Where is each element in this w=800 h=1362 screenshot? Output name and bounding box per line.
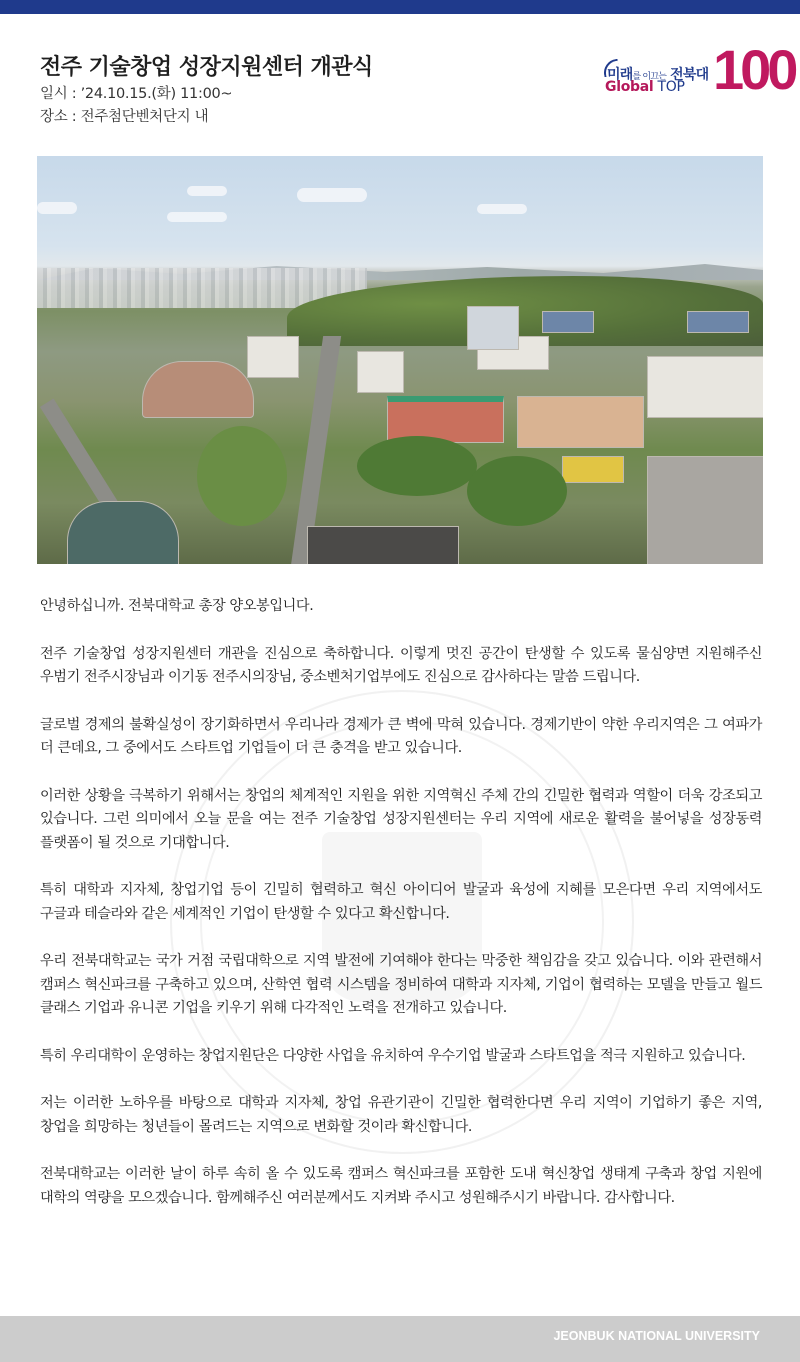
paragraph: 전주 기술창업 성장지원센터 개관을 진심으로 축하합니다. 이렇게 멋진 공간이 탄생할 수 있도록 물심양면 지원해주신 우범기 전주시장님과 이기동 전주시의장님, 중소벤처기업부에도 진심으로 감사하다는 말씀 드립니다. [40, 645, 762, 685]
building [247, 336, 299, 378]
residential-buildings [647, 456, 763, 564]
round-building [142, 361, 254, 418]
paragraph: 우리 전북대학교는 국가 거점 국립대학으로 지역 발전에 기여해야 한다는 막중한 책임감을 갖고 있습니다. 이와 관련해서 캠퍼스 혁신파크를 구축하고 있으며, 산학연 협력 시스템을 정비하여 대학과 지자체, 기업이 협력하는 모델을 만들고 월드 클래스 기업과 유니콘 기업을 키우기 위해 다각적인 노력을 전개하고 있습니다. [40, 953, 762, 1016]
event-place: 장소 : 전주첨단벤처단지 내 [40, 109, 209, 125]
cloud [167, 212, 227, 222]
logo-slogan-main: 미래 [607, 67, 633, 83]
page-title: 전주 기술창업 성장지원센터 개관식 [40, 55, 373, 80]
top-accent-bar [0, 0, 800, 14]
page-header [40, 38, 795, 128]
paragraph: 특히 대학과 지자체, 창업기업 등이 긴밀히 협력하고 혁신 아이디어 발굴과 육성에 지혜를 모은다면 우리 지역에서도 구글과 테슬라와 같은 세계적인 기업이 탄생할 수 있다고 확신합니다. [40, 882, 762, 922]
glass-building [467, 306, 519, 350]
blue-building [542, 311, 594, 333]
logo-global: Global [605, 79, 654, 95]
tree-cluster [467, 456, 567, 526]
logo-slogan-school: 전북대 [670, 67, 709, 83]
paragraph: 안녕하십니까. 전북대학교 총장 양오봉입니다. [40, 598, 314, 614]
campus-aerial-photo [37, 156, 763, 564]
paragraph: 이러한 상황을 극복하기 위해서는 창업의 체계적인 지원을 위한 지역혁신 주체 간의 긴밀한 협력과 역할이 더욱 강조되고 있습니다. 그런 의미에서 오늘 문을 여는 전주 기술창업 성장지원센터는 우리 지역에 새로운 활력을 불어넣을 성장동력 플랫폼이 될 것으로 기대합니다. [40, 787, 763, 851]
tree-cluster [197, 426, 287, 526]
brick-building [517, 396, 644, 448]
yellow-building [562, 456, 624, 483]
logo-slogan-small: 를 이끄는 [632, 72, 667, 82]
event-date: 일시 : ’24.10.15.(화) 11:00~ [40, 86, 233, 102]
hanok-roof [307, 526, 459, 564]
large-building [647, 356, 763, 418]
cloud [477, 204, 527, 214]
tree-cluster [357, 436, 477, 496]
cylindrical-building [67, 501, 179, 564]
cloud [187, 186, 227, 196]
speech-body [40, 595, 762, 1234]
footer-bar [0, 1316, 800, 1362]
cloud [37, 202, 77, 214]
paragraph: 저는 이러한 노하우를 바탕으로 대학과 지자체, 창업 유관기관이 긴밀한 협력한다면 우리 지역이 기업하기 좋은 지역, 창업을 희망하는 청년들이 몰려드는 지역으로 변화할 것이라 확신합니다. [40, 1095, 762, 1135]
footer-university-name: JEONBUK NATIONAL UNIVERSITY [553, 1329, 760, 1343]
cloud [297, 188, 367, 202]
logo-global-top [605, 79, 685, 95]
global-top-100-logo [567, 38, 800, 103]
logo-top: TOP [657, 79, 685, 95]
logo-number-100: 100 [713, 38, 795, 101]
paragraph: 글로벌 경제의 불확실성이 장기화하면서 우리나라 경제가 큰 벽에 막혀 있습니다. 경제기반이 약한 우리지역은 그 여파가 더 큰데요, 그 중에서도 스타트업 기업들이 더 큰 충격을 받고 있습니다. [40, 716, 762, 756]
paragraph: 전북대학교는 이러한 날이 하루 속히 올 수 있도록 캠퍼스 혁신파크를 포함한 도내 혁신창업 생태계 구축과 창업 지원에 대학의 역량을 모으겠습니다. 함께해주신 여러분께서도 지켜봐 주시고 성원해주시기 바랍니다. 감사합니다. [40, 1166, 762, 1206]
building [357, 351, 404, 393]
paragraph: 특히 우리대학이 운영하는 창업지원단은 다양한 사업을 유치하여 우수기업 발굴과 스타트업을 적극 지원하고 있습니다. [40, 1047, 746, 1064]
blue-building [687, 311, 749, 333]
